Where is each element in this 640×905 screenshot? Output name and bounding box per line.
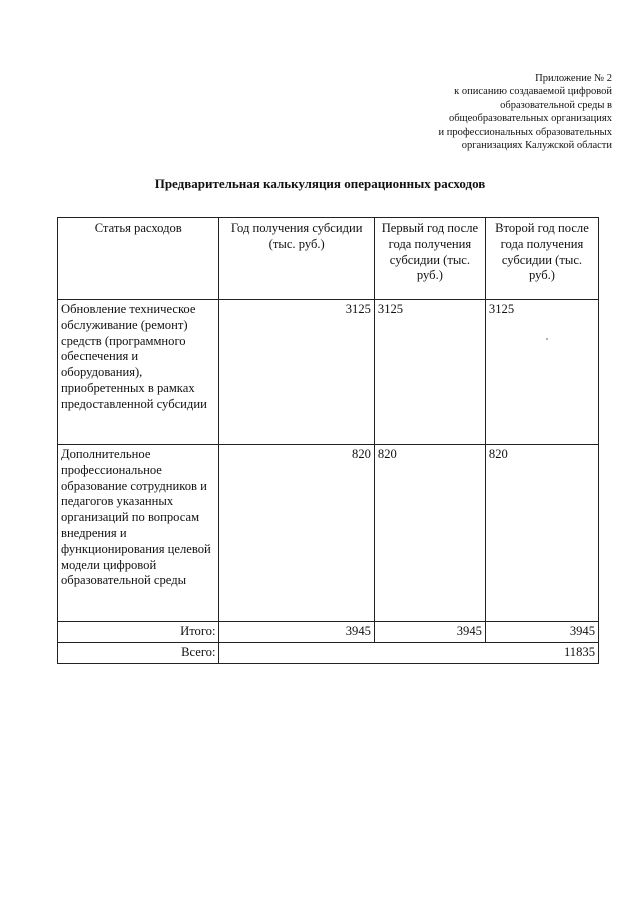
row-label: Обновление техническое обслуживание (ремонт) средств (программного обеспечения и оборудования), приобретенных в рамках предоставленной субсидии xyxy=(58,300,219,445)
header-subsidy-year: Год получения субсидии (тыс. руб.) xyxy=(219,218,374,300)
appendix-line: Приложение № 2 xyxy=(535,73,612,84)
appendix-line: образовательной среды в xyxy=(500,99,612,111)
total-value: 3945 xyxy=(374,622,485,643)
total-label: Итого: xyxy=(58,622,219,643)
cell-value: 820 xyxy=(219,445,374,622)
appendix-block xyxy=(312,72,612,152)
grand-total-value: 11835 xyxy=(219,642,599,663)
cell-value: 3125 xyxy=(485,300,598,445)
header-expense-item: Статья расходов xyxy=(58,218,219,300)
cell-value: 3125 xyxy=(374,300,485,445)
table-header-row xyxy=(58,218,599,300)
table-row xyxy=(58,445,599,622)
cell-value: 820 xyxy=(485,445,598,622)
appendix-line: и профессиональных образовательных xyxy=(438,126,612,138)
grand-total-row xyxy=(58,642,599,663)
header-second-year: Второй год после года получения субсидии (тыс. руб.) xyxy=(485,218,598,300)
total-value: 3945 xyxy=(219,622,374,643)
total-value: 3945 xyxy=(485,622,598,643)
total-row xyxy=(58,622,599,643)
grand-total-label: Всего: xyxy=(58,642,219,663)
table-row xyxy=(58,300,599,445)
appendix-line: организациях Калужской области xyxy=(461,140,612,152)
row-label: Дополнительное профессиональное образование сотрудников и педагогов указанных организаций по вопросам внедрения и функционирования целевой модели цифровой образовательной среды xyxy=(58,445,219,622)
expense-table xyxy=(57,217,599,664)
page-title: Предварительная калькуляция операционных расходов xyxy=(154,176,486,191)
scan-speck xyxy=(546,338,548,340)
header-first-year: Первый год после года получения субсидии (тыс. руб.) xyxy=(374,218,485,300)
appendix-line: к описанию создаваемой цифровой xyxy=(454,86,612,98)
cell-value: 820 xyxy=(374,445,485,622)
appendix-line: общеобразовательных организациях xyxy=(448,113,612,125)
cell-value: 3125 xyxy=(219,300,374,445)
